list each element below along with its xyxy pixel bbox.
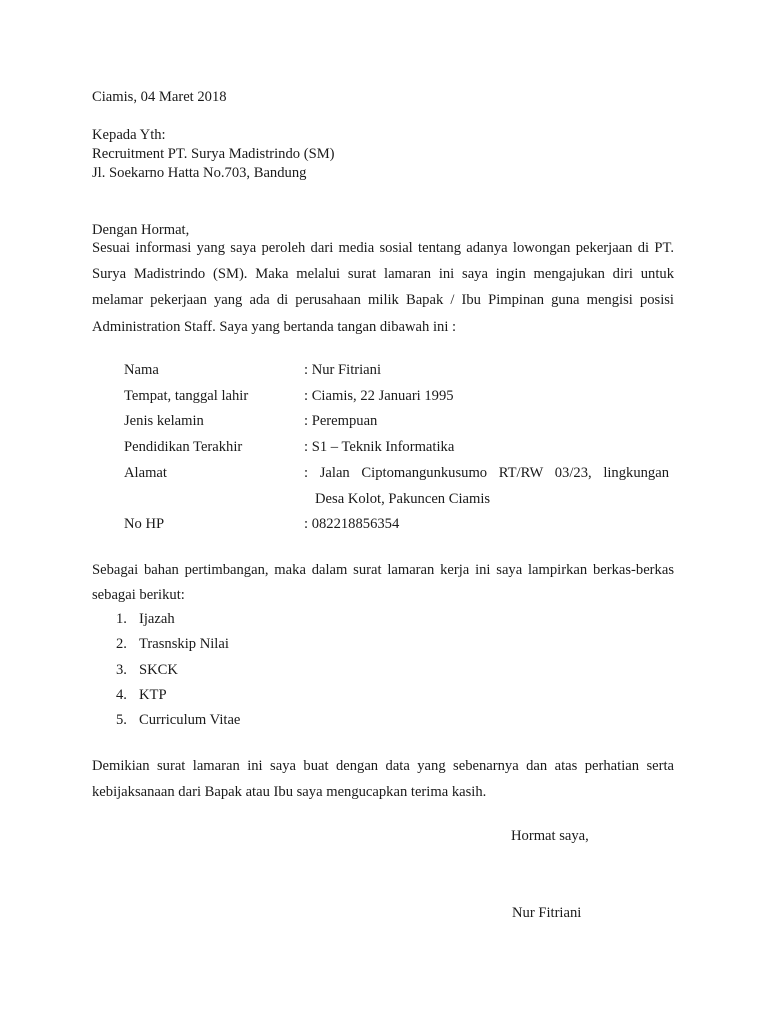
greeting: Dengan Hormat, xyxy=(92,222,190,238)
row-label: Jenis kelamin xyxy=(124,413,204,429)
recipient-name: Recruitment PT. Surya Madistrindo (SM) xyxy=(92,146,335,162)
list-number: 4. xyxy=(116,687,127,703)
place-date: Ciamis, 04 Maret 2018 xyxy=(92,89,227,105)
list-text: KTP xyxy=(139,687,167,703)
phone-value: : 082218856354 xyxy=(304,516,400,532)
row-label: Pendidikan Terakhir xyxy=(124,439,243,455)
recipient-address: Jl. Soekarno Hatta No.703, Bandung xyxy=(92,165,307,181)
attachments-intro: Sebagai bahan pertimbangan, maka dalam surat lamaran kerja ini saya lampirkan berkas-berkas sebagai berikut: xyxy=(92,562,674,603)
phone-label: No HP xyxy=(124,516,165,532)
list-text: Curriculum Vitae xyxy=(139,712,241,728)
list-item xyxy=(116,711,240,729)
closing-salutation: Hormat saya, xyxy=(511,828,589,844)
row-label: Nama xyxy=(124,362,159,378)
row-value: : Perempuan xyxy=(304,413,378,429)
row-value: : S1 – Teknik Informatika xyxy=(304,439,455,455)
list-number: 5. xyxy=(116,712,127,728)
row-label: Tempat, tanggal lahir xyxy=(124,388,249,404)
signatory-name: Nur Fitriani xyxy=(512,905,582,921)
list-text: Trasnskip Nilai xyxy=(139,636,229,652)
list-item xyxy=(116,635,229,653)
address-line-2: Desa Kolot, Pakuncen Ciamis xyxy=(315,491,491,507)
list-number: 3. xyxy=(116,662,127,678)
list-number: 1. xyxy=(116,611,127,627)
recipient-intro: Kepada Yth: xyxy=(92,127,166,143)
row-value: : Ciamis, 22 Januari 1995 xyxy=(304,388,454,404)
list-number: 2. xyxy=(116,636,127,652)
address-value xyxy=(304,460,669,512)
address-label: Alamat xyxy=(124,465,167,481)
closing-paragraph: Demikian surat lamaran ini saya buat dengan data yang sebenarnya dan atas perhatian serta kebijaksanaan dari Bapak atau Ibu saya mengucapkan terima kasih. xyxy=(92,758,674,801)
list-item xyxy=(116,686,167,704)
list-item xyxy=(116,610,175,628)
intro-paragraph: Sesuai informasi yang saya peroleh dari media sosial tentang adanya lowongan pekerjaan di PT. Surya Madistrindo (SM). Maka melalui surat lamaran ini saya ingin mengajukan diri untuk melamar pekerjaan yang ada di perusahaan milik Bapak / Ibu Pimpinan guna mengisi posisi Administration Staff. Saya yang bertanda tangan dibawah ini : xyxy=(92,240,674,335)
list-item xyxy=(116,661,178,679)
address-line-1: : Jalan Ciptomangunkusumo RT/RW 03/23, lingkungan xyxy=(304,465,669,481)
row-value: : Nur Fitriani xyxy=(304,362,382,378)
list-text: Ijazah xyxy=(139,611,175,627)
list-text: SKCK xyxy=(139,662,178,678)
